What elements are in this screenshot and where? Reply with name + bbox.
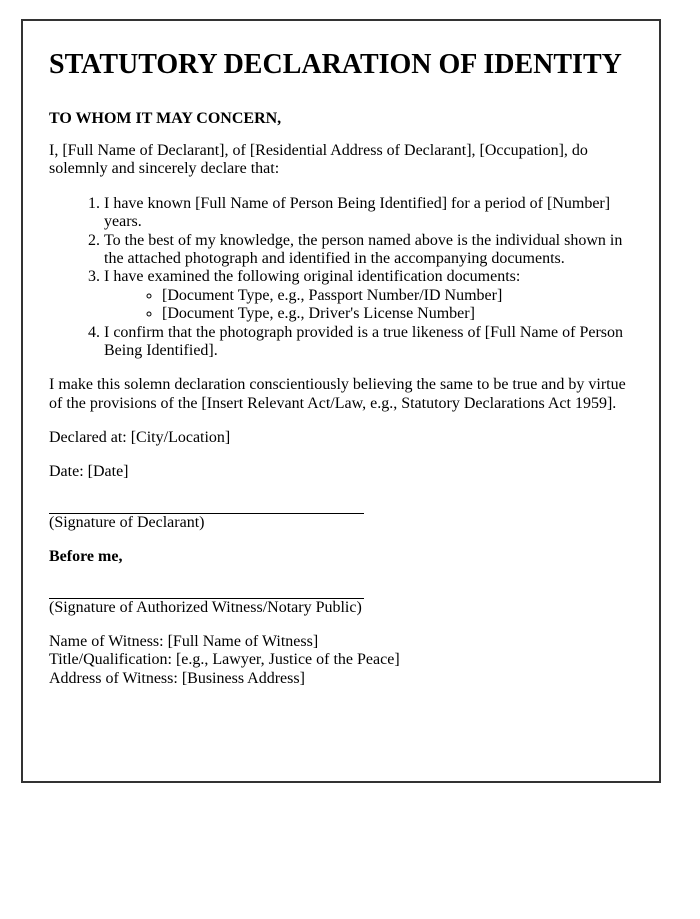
declaration-item-3-text: I have examined the following original identification documents: [104, 268, 521, 286]
declarant-signature-label: (Signature of Declarant) [49, 513, 205, 531]
intro-paragraph: I, [Full Name of Declarant], of [Residential Address of Declarant], [Occupation], do solemnly and sincerely declare that: [49, 141, 588, 178]
declarant-signature-line [49, 498, 364, 514]
witness-title-line: Title/Qualification: [e.g., Lawyer, Justice of the Peace] [49, 651, 400, 669]
closing-paragraph: I make this solemn declaration conscientiously believing the same to be true and by virtue of the provisions of the [Insert Relevant Act/Law, e.g., Statutory Declarations Act 1959]. [49, 376, 626, 412]
declaration-list [49, 195, 634, 361]
declaration-item-1: 1. I have known [Full Name of Person Being Identified] for a period of [Number] years. [104, 195, 634, 232]
identification-documents-list [104, 287, 634, 324]
witness-signature-line [49, 583, 364, 599]
witness-details-block [49, 633, 634, 688]
before-me-label: Before me, [49, 548, 123, 566]
witness-signature-block [49, 583, 634, 617]
declared-at-line: Declared at: [City/Location] [49, 429, 231, 447]
identification-document-1: ◦ [Document Type, e.g., Passport Number/ID Number] [162, 287, 634, 305]
salutation: TO WHOM IT MAY CONCERN, [49, 109, 282, 127]
document-title: STATUTORY DECLARATION OF IDENTITY [49, 49, 622, 80]
identification-document-2: ◦ [Document Type, e.g., Driver's License Number] [162, 305, 634, 323]
declaration-item-4: 4. I confirm that the photograph provided is a true likeness of [Full Name of Person Being Identified]. [104, 324, 634, 361]
declarant-signature-block [49, 498, 634, 532]
witness-name-line: Name of Witness: [Full Name of Witness] [49, 633, 319, 651]
declaration-item-3 [104, 268, 634, 323]
witness-signature-label: (Signature of Authorized Witness/Notary Public) [49, 598, 362, 616]
date-line: Date: [Date] [49, 463, 129, 481]
document-page [21, 19, 661, 783]
witness-address-line: Address of Witness: [Business Address] [49, 669, 305, 687]
declaration-item-2: 2. To the best of my knowledge, the person named above is the individual shown in the attached photograph and identified in the accompanying documents. [104, 232, 634, 269]
